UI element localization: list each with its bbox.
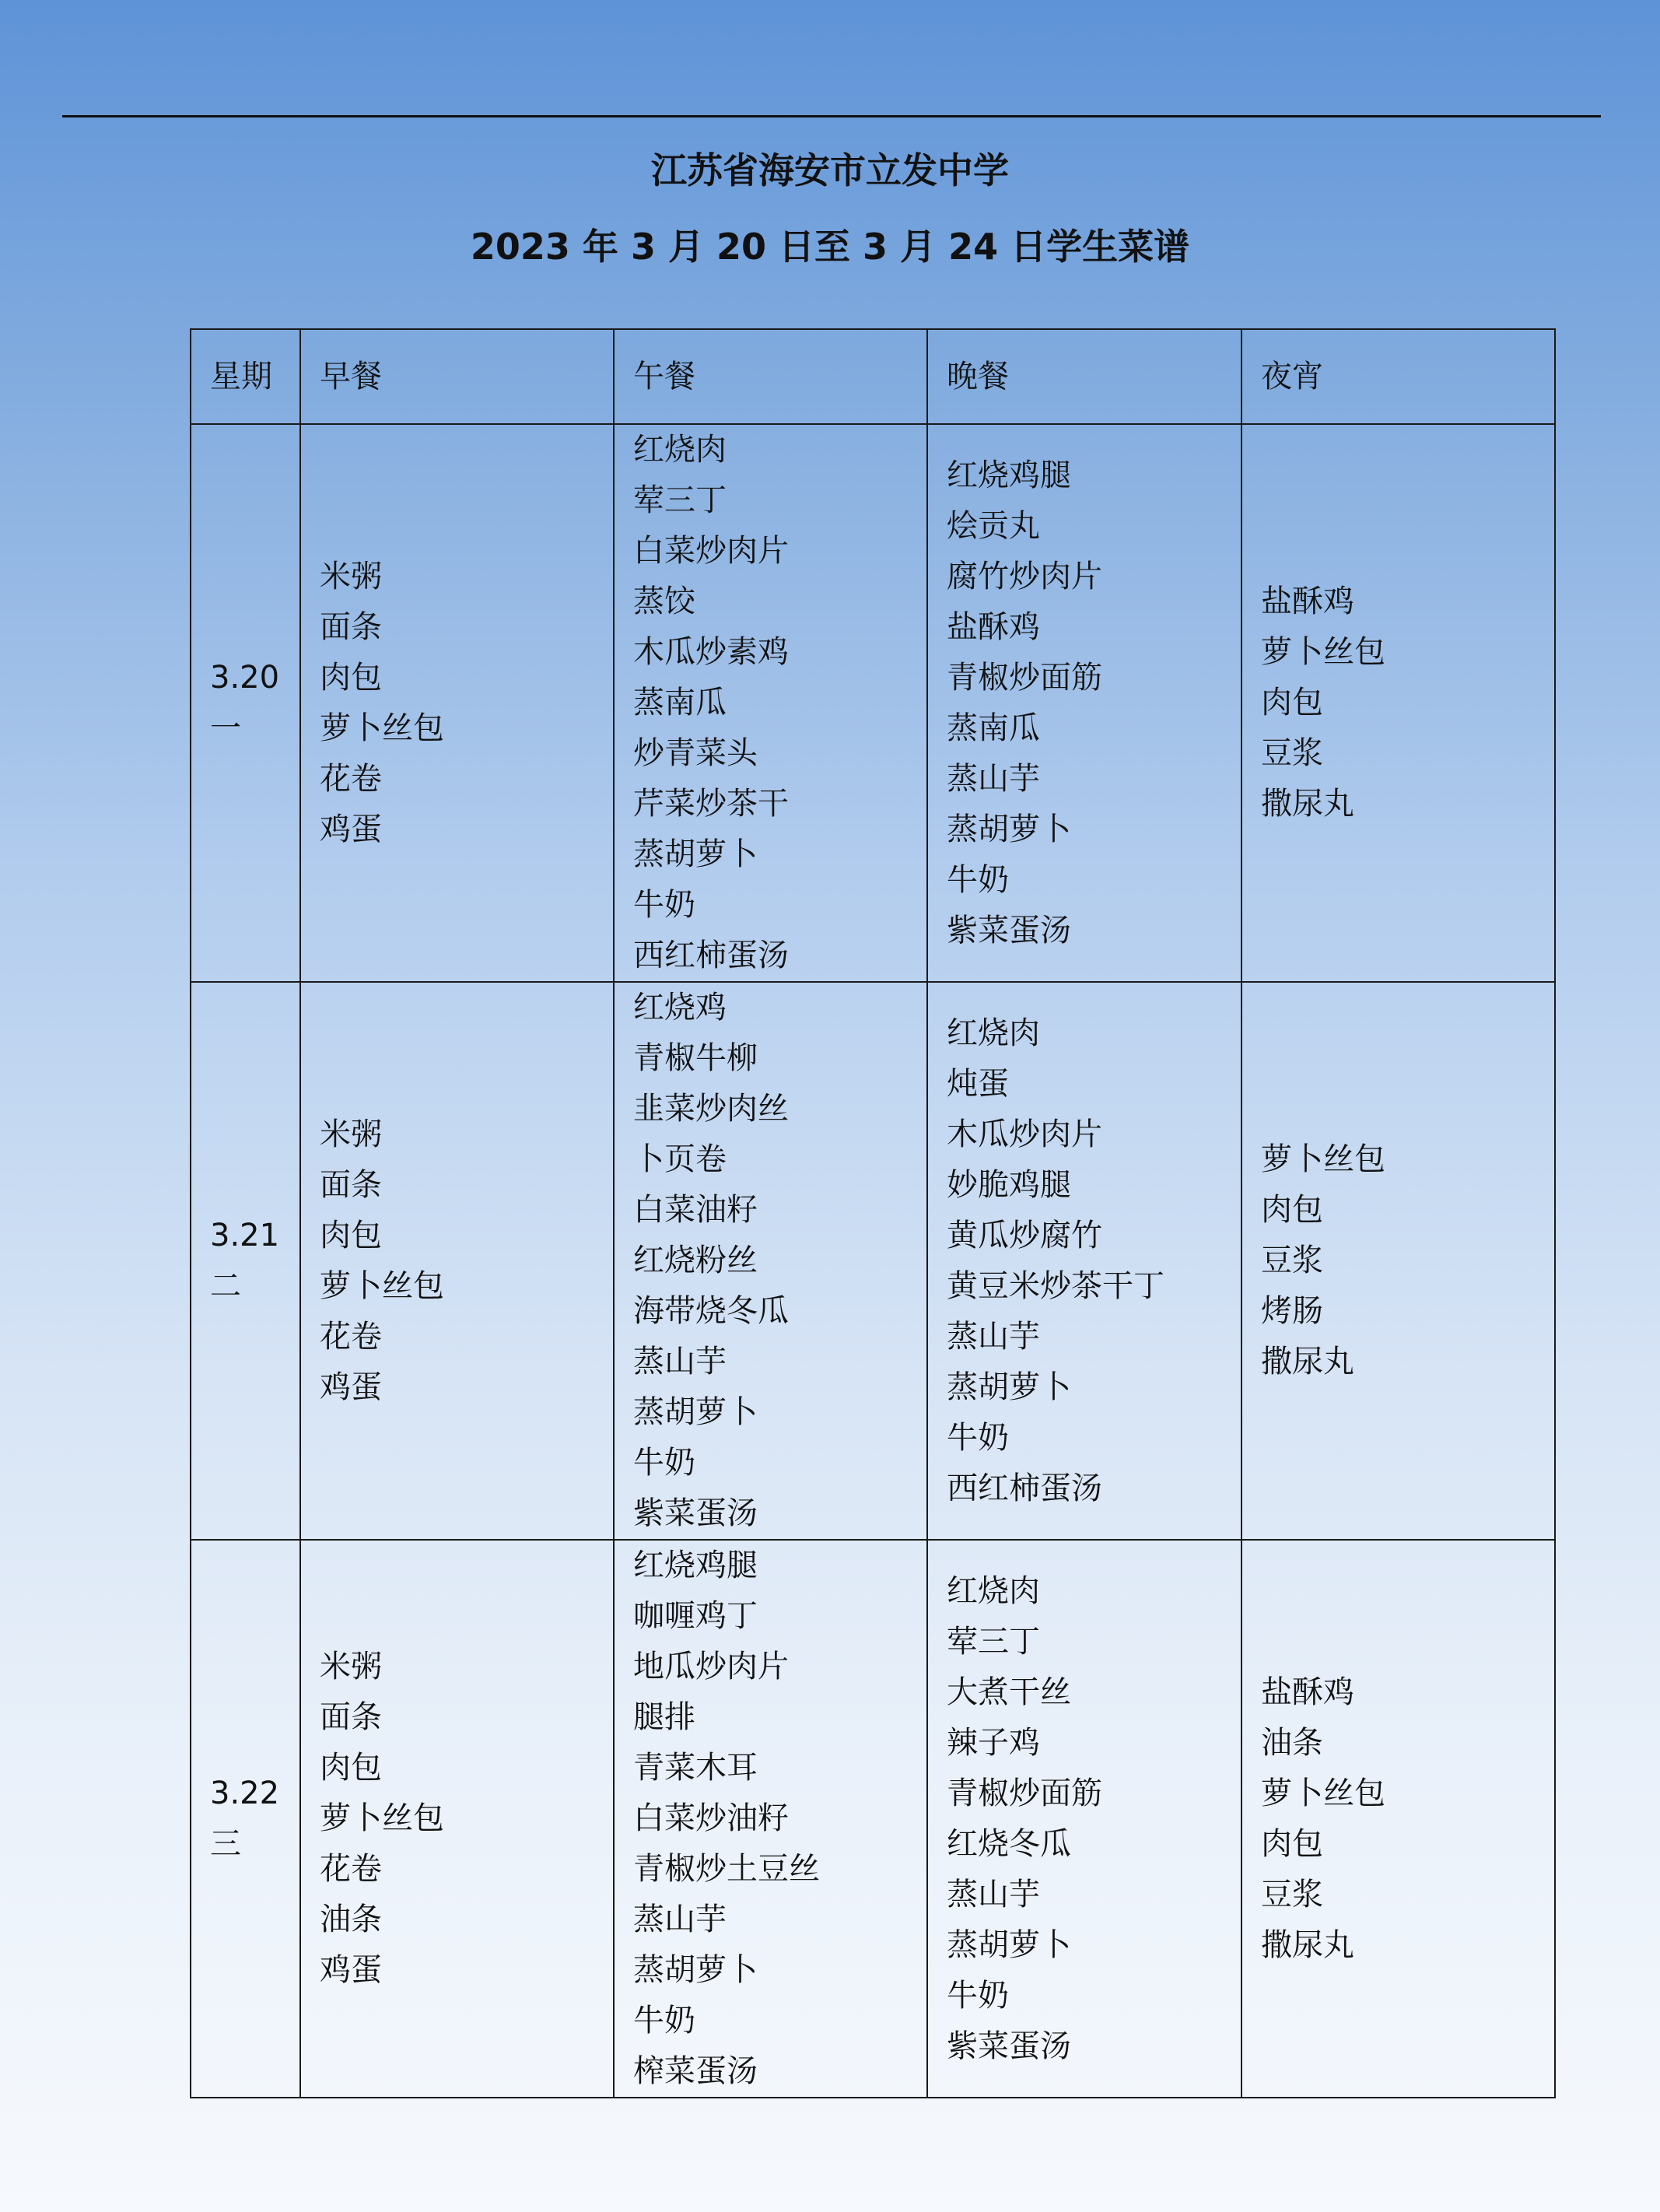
night-snack-cell bbox=[1241, 1540, 1555, 2098]
menu-item: 青椒炒面筋 bbox=[947, 659, 1102, 696]
day-date: 3.20 bbox=[210, 659, 280, 696]
day-cell bbox=[191, 424, 300, 982]
menu-item: 蒸胡萝卜 bbox=[633, 1394, 758, 1430]
menu-item: 萝卜丝包 bbox=[320, 1800, 444, 1836]
menu-item: 榨菜蛋汤 bbox=[633, 2053, 758, 2089]
dinner-cell bbox=[927, 424, 1241, 982]
menu-item: 撒尿丸 bbox=[1261, 1344, 1354, 1379]
lunch-cell bbox=[614, 424, 927, 982]
menu-item: 肉包 bbox=[320, 1750, 382, 1786]
menu-item: 油条 bbox=[320, 1902, 382, 1937]
menu-item: 蒸胡萝卜 bbox=[633, 1952, 758, 1988]
menu-item: 大煮干丝 bbox=[947, 1674, 1071, 1710]
menu-item: 红烧鸡 bbox=[633, 990, 727, 1025]
menu-item: 红烧肉 bbox=[947, 1015, 1040, 1051]
menu-item: 撒尿丸 bbox=[1261, 1926, 1354, 1963]
menu-table bbox=[190, 328, 1556, 2098]
breakfast-cell bbox=[300, 424, 614, 982]
menu-item: 米粥 bbox=[320, 558, 382, 594]
night-snack-cell bbox=[1241, 982, 1555, 1540]
table-header-row bbox=[191, 329, 1555, 424]
column-header-dinner: 晚餐 bbox=[927, 329, 1241, 424]
day-weekday: 三 bbox=[210, 1825, 241, 1862]
menu-item: 白菜油籽 bbox=[633, 1192, 758, 1228]
menu-item: 米粥 bbox=[320, 1116, 382, 1152]
menu-table-body bbox=[191, 424, 1555, 2098]
menu-item: 牛奶 bbox=[947, 861, 1009, 898]
day-date: 3.22 bbox=[210, 1775, 280, 1811]
menu-item: 青椒牛柳 bbox=[633, 1040, 758, 1076]
menu-item: 辣子鸡 bbox=[947, 1724, 1040, 1761]
menu-item: 肉包 bbox=[320, 659, 382, 696]
table-row bbox=[191, 424, 1555, 982]
menu-item: 牛奶 bbox=[633, 887, 695, 923]
menu-item: 红烧鸡腿 bbox=[633, 1548, 758, 1583]
menu-item: 盐酥鸡 bbox=[1261, 584, 1354, 619]
menu-item: 红烧肉 bbox=[947, 1572, 1040, 1609]
menu-item: 花卷 bbox=[320, 1318, 382, 1355]
menu-item: 红烧粉丝 bbox=[633, 1243, 758, 1278]
menu-item: 紫菜蛋汤 bbox=[947, 912, 1071, 948]
menu-item: 蒸饺 bbox=[633, 584, 695, 619]
menu-item: 面条 bbox=[320, 608, 382, 645]
menu-item: 肉包 bbox=[320, 1217, 382, 1253]
menu-item: 牛奶 bbox=[633, 2003, 695, 2038]
menu-item: 青椒炒土豆丝 bbox=[633, 1851, 820, 1887]
menu-item: 蒸胡萝卜 bbox=[633, 836, 758, 872]
menu-item: 蒸南瓜 bbox=[633, 685, 727, 720]
menu-item: 萝卜丝包 bbox=[1261, 634, 1385, 670]
menu-item: 萝卜丝包 bbox=[320, 710, 444, 746]
menu-item: 海带烧冬瓜 bbox=[633, 1293, 789, 1329]
day-weekday: 二 bbox=[210, 1267, 241, 1304]
menu-item: 萝卜丝包 bbox=[1261, 1141, 1385, 1177]
menu-item: 卜页卷 bbox=[633, 1141, 727, 1177]
menu-item: 炖蛋 bbox=[947, 1065, 1009, 1102]
menu-item: 萝卜丝包 bbox=[1261, 1775, 1385, 1811]
column-header-lunch: 午餐 bbox=[614, 329, 927, 424]
menu-item: 盐酥鸡 bbox=[947, 608, 1040, 645]
column-header-night-snack: 夜宵 bbox=[1241, 329, 1555, 424]
menu-item: 西红柿蛋汤 bbox=[633, 938, 789, 973]
menu-item: 芹菜炒茶干 bbox=[633, 786, 789, 822]
header-rule bbox=[62, 115, 1601, 117]
menu-item: 盐酥鸡 bbox=[1261, 1674, 1354, 1710]
menu-item: 紫菜蛋汤 bbox=[633, 1495, 758, 1531]
menu-item: 青椒炒面筋 bbox=[947, 1775, 1102, 1811]
menu-item: 牛奶 bbox=[947, 1419, 1009, 1456]
day-cell bbox=[191, 1540, 300, 2098]
day-cell bbox=[191, 982, 300, 1540]
menu-item: 蒸山芋 bbox=[947, 1876, 1040, 1912]
menu-item: 鸡蛋 bbox=[320, 1952, 382, 1988]
menu-item: 白菜炒肉片 bbox=[633, 533, 789, 569]
breakfast-cell bbox=[300, 982, 614, 1540]
menu-item: 黄瓜炒腐竹 bbox=[947, 1217, 1102, 1253]
menu-item: 米粥 bbox=[320, 1649, 382, 1684]
menu-item: 豆浆 bbox=[1261, 1243, 1323, 1278]
menu-item: 豆浆 bbox=[1261, 735, 1323, 771]
menu-item: 红烧鸡腿 bbox=[947, 457, 1071, 493]
breakfast-cell bbox=[300, 1540, 614, 2098]
menu-item: 蒸山芋 bbox=[947, 760, 1040, 797]
menu-item: 荤三丁 bbox=[947, 1623, 1040, 1660]
menu-item: 韭菜炒肉丝 bbox=[633, 1091, 789, 1127]
menu-item: 萝卜丝包 bbox=[320, 1267, 444, 1304]
menu-item: 白菜炒油籽 bbox=[633, 1800, 789, 1836]
menu-item: 撒尿丸 bbox=[1261, 786, 1354, 822]
menu-item: 木瓜炒肉片 bbox=[947, 1116, 1102, 1152]
lunch-cell bbox=[614, 982, 927, 1540]
menu-item: 腐竹炒肉片 bbox=[947, 558, 1102, 594]
menu-item: 牛奶 bbox=[633, 1445, 695, 1481]
menu-item: 蒸胡萝卜 bbox=[947, 1926, 1071, 1963]
menu-item: 黄豆米炒茶干丁 bbox=[947, 1267, 1164, 1304]
menu-item: 西红柿蛋汤 bbox=[947, 1470, 1102, 1506]
night-snack-cell bbox=[1241, 424, 1555, 982]
table-row bbox=[191, 1540, 1555, 2098]
menu-item: 红烧冬瓜 bbox=[947, 1825, 1071, 1862]
menu-item: 红烧肉 bbox=[633, 432, 727, 468]
dinner-cell bbox=[927, 982, 1241, 1540]
menu-item: 青菜木耳 bbox=[633, 1750, 758, 1786]
menu-item: 肉包 bbox=[1261, 1192, 1323, 1228]
menu-item: 蒸山芋 bbox=[633, 1344, 727, 1379]
menu-item: 荤三丁 bbox=[633, 482, 727, 518]
menu-item: 炒青菜头 bbox=[633, 735, 758, 771]
menu-item: 蒸胡萝卜 bbox=[947, 811, 1071, 847]
menu-item: 鸡蛋 bbox=[320, 811, 382, 847]
menu-item: 咖喱鸡丁 bbox=[633, 1598, 758, 1634]
menu-item: 蒸山芋 bbox=[633, 1902, 727, 1937]
menu-item: 花卷 bbox=[320, 1851, 382, 1887]
menu-item: 蒸南瓜 bbox=[947, 710, 1040, 746]
menu-item: 烤肠 bbox=[1261, 1293, 1323, 1329]
menu-item: 地瓜炒肉片 bbox=[633, 1649, 789, 1684]
column-header-weekday: 星期 bbox=[191, 329, 300, 424]
lunch-cell bbox=[614, 1540, 927, 2098]
menu-item: 面条 bbox=[320, 1699, 382, 1735]
school-title: 江苏省海安市立发中学 bbox=[651, 149, 1009, 191]
day-weekday: 一 bbox=[210, 710, 241, 746]
menu-item: 肉包 bbox=[1261, 685, 1323, 720]
menu-item: 牛奶 bbox=[947, 1977, 1009, 2014]
column-header-breakfast: 早餐 bbox=[300, 329, 614, 424]
menu-item: 肉包 bbox=[1261, 1825, 1323, 1862]
dinner-cell bbox=[927, 1540, 1241, 2098]
menu-item: 蒸胡萝卜 bbox=[947, 1369, 1071, 1405]
menu-item: 花卷 bbox=[320, 760, 382, 797]
day-date: 3.21 bbox=[210, 1217, 280, 1253]
table-row bbox=[191, 982, 1555, 1540]
menu-item: 面条 bbox=[320, 1166, 382, 1203]
menu-item: 油条 bbox=[1261, 1724, 1323, 1761]
menu-item: 蒸山芋 bbox=[947, 1318, 1040, 1355]
menu-subtitle: 2023 年 3 月 20 日至 3 月 24 日学生菜谱 bbox=[470, 226, 1190, 268]
menu-item: 腿排 bbox=[633, 1699, 695, 1735]
menu-item: 妙脆鸡腿 bbox=[947, 1166, 1071, 1203]
menu-item: 鸡蛋 bbox=[320, 1369, 382, 1405]
menu-item: 木瓜炒素鸡 bbox=[633, 634, 789, 670]
menu-item: 烩贡丸 bbox=[947, 507, 1040, 544]
menu-item: 豆浆 bbox=[1261, 1876, 1323, 1912]
menu-item: 紫菜蛋汤 bbox=[947, 2028, 1071, 2064]
